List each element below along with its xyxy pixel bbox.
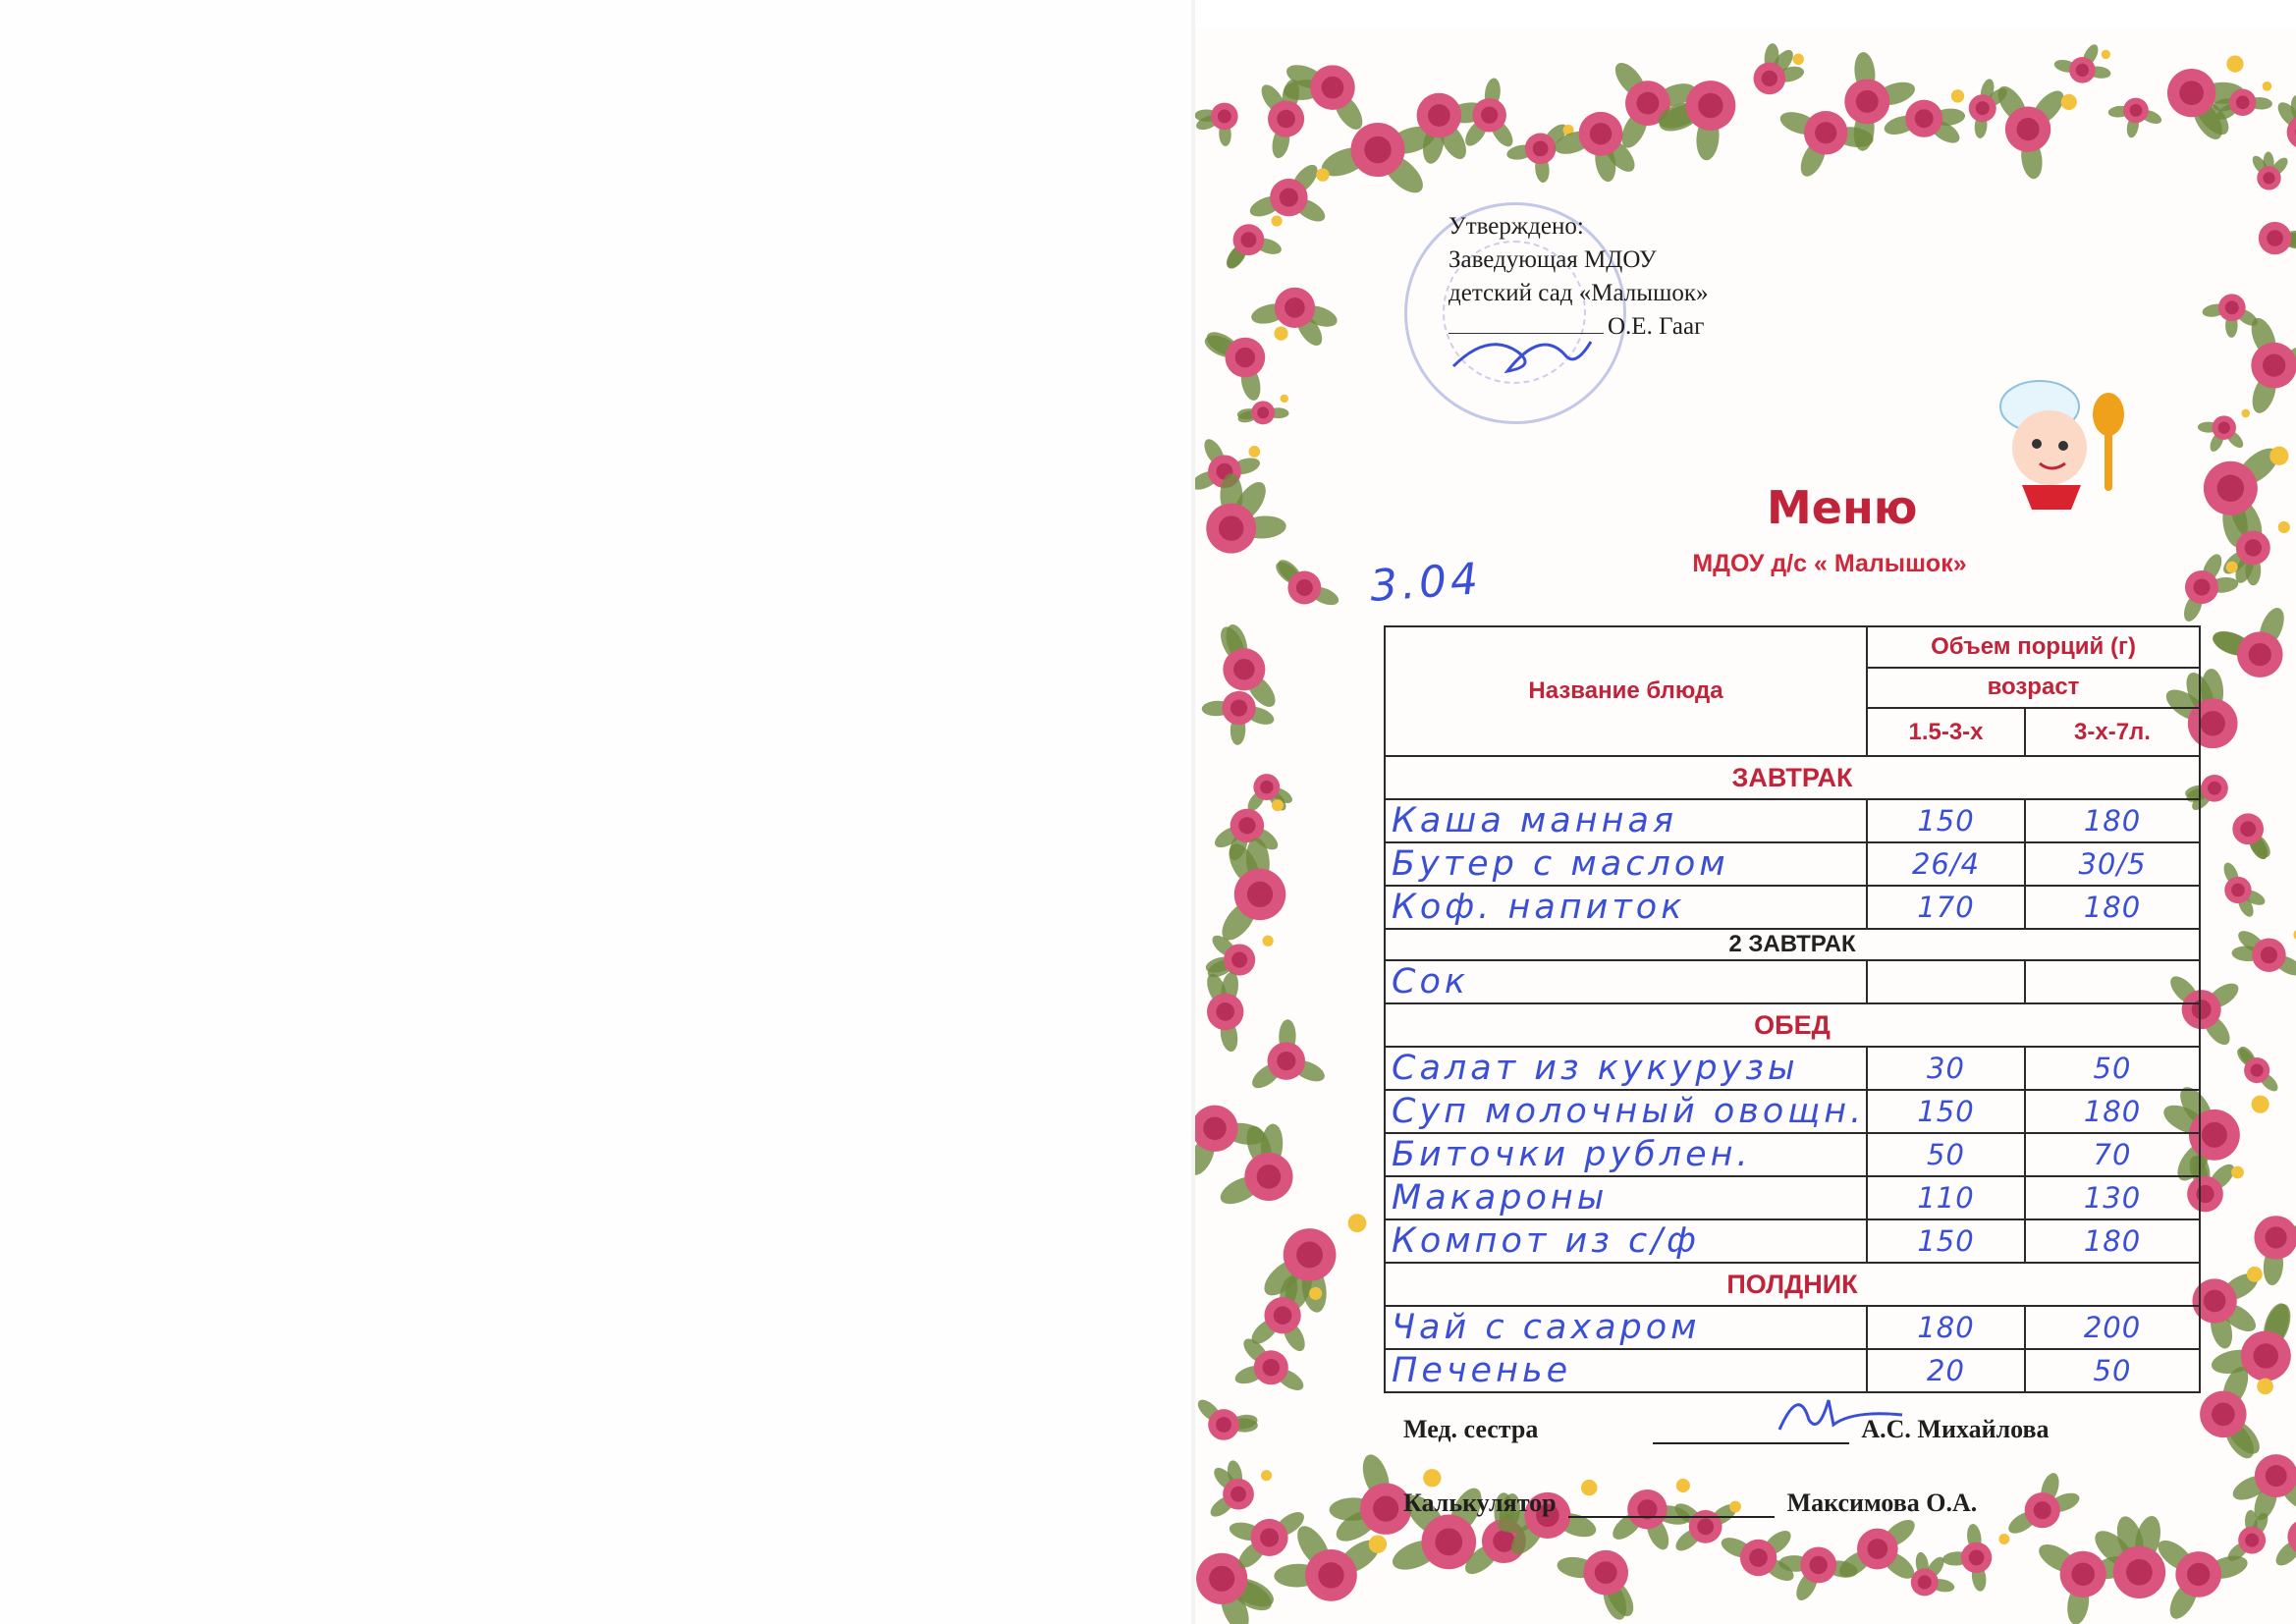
menu-subtitle: МДОУ д/с « Малышок»	[1692, 550, 1967, 577]
approval-line-2: Заведующая МДОУ	[1449, 246, 1657, 273]
portion-young-cell: 50	[1867, 1133, 2025, 1176]
header-dish-name: Название блюда	[1385, 626, 1867, 756]
rose-ornament	[1216, 837, 1285, 946]
rose-ornament	[2231, 927, 2296, 980]
portion-older-cell: 180	[2025, 799, 2200, 842]
dish-cell: Чай с сахаром	[1385, 1306, 1867, 1349]
dish-cell: Суп молочный овощн.	[1385, 1090, 1867, 1133]
dish-cell: Биточки рублен.	[1385, 1133, 1867, 1176]
table-row	[1385, 842, 2200, 886]
rose-ornament	[2250, 151, 2291, 189]
calculator-signature-line	[1568, 1494, 1775, 1518]
dish-cell: Коф. напиток	[1385, 886, 1867, 929]
table-row	[1385, 1176, 2200, 1219]
portion-older-cell: 180	[2025, 1090, 2200, 1133]
portion-young-cell: 150	[1867, 1090, 2025, 1133]
table-row	[1385, 960, 2200, 1003]
table-row	[1385, 1047, 2200, 1090]
rose-ornament	[1236, 395, 1288, 425]
rose-ornament	[1201, 327, 1287, 403]
portion-young-cell: 20	[1867, 1349, 2025, 1392]
dish-cell: Салат из кукурузы	[1385, 1047, 1867, 1090]
dish-cell: Каша манная	[1385, 799, 1867, 842]
approval-line-1: Утверждено:	[1449, 213, 1584, 240]
calculator-label: Калькулятор	[1403, 1489, 1557, 1517]
rose-ornament	[1247, 160, 1330, 226]
nurse-line	[1403, 1415, 2050, 1444]
menu-date: 3.04	[1368, 554, 1484, 612]
rose-ornament	[1993, 81, 2077, 181]
calculator-line	[1403, 1489, 1977, 1518]
portion-young-cell: 150	[1867, 799, 2025, 842]
head-name: О.Е. Гааг	[1608, 313, 1705, 340]
rose-ornament	[2107, 98, 2163, 139]
table-row	[1385, 1219, 2200, 1263]
portion-older-cell: 180	[2025, 1219, 2200, 1263]
rose-ornament	[2232, 813, 2273, 862]
table-row	[1385, 886, 2200, 929]
rose-ornament	[1754, 43, 1806, 95]
rose-ornament	[2210, 605, 2289, 677]
portion-young-cell: 150	[1867, 1219, 2025, 1263]
rose-ornament	[1719, 1526, 1797, 1585]
rose-ornament	[1207, 1459, 1272, 1521]
table-row	[1385, 799, 2200, 842]
portion-young-cell: 30	[1867, 1047, 2025, 1090]
rose-ornament	[1835, 1515, 1920, 1584]
portion-young-cell: 170	[1867, 886, 2025, 929]
rose-ornament	[2247, 314, 2296, 416]
dish-cell: Макароны	[1385, 1176, 1867, 1219]
rose-ornament	[1195, 1396, 1259, 1440]
rose-ornament	[2220, 860, 2267, 919]
portion-young-cell: 180	[1867, 1306, 2025, 1349]
rose-ornament	[1248, 1019, 1328, 1093]
chef-icon	[1993, 367, 2140, 514]
nurse-signature	[1775, 1380, 1912, 1439]
menu-table	[1384, 625, 2201, 1393]
rose-ornament	[1228, 1507, 1308, 1572]
portion-young-cell: 26/4	[1867, 842, 2025, 886]
dish-cell: Сок	[1385, 960, 1867, 1003]
table-row	[1385, 1306, 2200, 1349]
dish-cell: Компот из с/ф	[1385, 1219, 1867, 1263]
rose-ornament	[1195, 103, 1238, 147]
rose-ornament	[1258, 1214, 1366, 1314]
dish-cell: Бутер с маслом	[1385, 842, 1867, 886]
rose-ornament	[1223, 216, 1284, 272]
portion-older-cell: 180	[2025, 886, 2200, 929]
header-age-1: 1.5-3-х	[1867, 708, 2025, 756]
portion-older-cell: 50	[2025, 1047, 2200, 1090]
table-row	[1385, 1133, 2200, 1176]
section-title: 2 ЗАВТРАК	[1385, 929, 2200, 960]
rose-ornament	[1318, 121, 1439, 199]
menu-sheet	[1195, 27, 2296, 1624]
portion-older-cell: 50	[2025, 1349, 2200, 1392]
portion-older-cell: 130	[2025, 1176, 2200, 1219]
dish-cell: Печенье	[1385, 1349, 1867, 1392]
rose-ornament	[2234, 1044, 2281, 1094]
rose-ornament	[2005, 1471, 2083, 1538]
rose-ornament	[2259, 222, 2296, 254]
rose-ornament	[2271, 1509, 2296, 1572]
rose-ornament	[1556, 1550, 1639, 1623]
header-age-2: 3-х-7л.	[2025, 708, 2200, 756]
calculator-name: Максимова О.А.	[1786, 1489, 1978, 1517]
rose-ornament	[2198, 409, 2250, 454]
head-signature	[1449, 322, 1596, 381]
portion-older-cell: 70	[2025, 1133, 2200, 1176]
portion-older-cell: 30/5	[2025, 842, 2200, 886]
header-portion: Объем порций (г)	[1867, 626, 2200, 668]
rose-ornament	[2273, 93, 2296, 149]
menu-title: Меню	[1767, 481, 1918, 534]
section-title: ОБЕД	[1385, 1003, 2200, 1047]
rose-ornament	[1272, 556, 1340, 609]
nurse-name: А.С. Михайлова	[1861, 1415, 2050, 1443]
table-row	[1385, 1090, 2200, 1133]
rose-ornament	[1244, 774, 1294, 814]
nurse-label: Мед. сестра	[1403, 1415, 1539, 1443]
rose-ornament	[1203, 971, 1243, 1054]
rose-ornament	[1942, 1523, 2010, 1592]
header-age: возраст	[1867, 668, 2200, 709]
rose-ornament	[1249, 288, 1339, 351]
rose-ornament	[2053, 42, 2112, 83]
portion-young-cell: 110	[1867, 1176, 2025, 1219]
rose-ornament	[1204, 932, 1274, 981]
portion-young-cell	[1867, 960, 2025, 1003]
rose-ornament	[1844, 51, 1918, 152]
rose-ornament	[1196, 1553, 1278, 1624]
section-title: ЗАВТРАК	[1385, 756, 2200, 799]
section-title: ПОЛДНИК	[1385, 1263, 2200, 1306]
portion-older-cell: 200	[2025, 1306, 2200, 1349]
rose-ornament	[2180, 551, 2239, 623]
portion-older-cell	[2025, 960, 2200, 1003]
approval-line-3: детский сад «Малышок»	[1449, 280, 1709, 306]
rose-ornament	[2201, 294, 2260, 338]
